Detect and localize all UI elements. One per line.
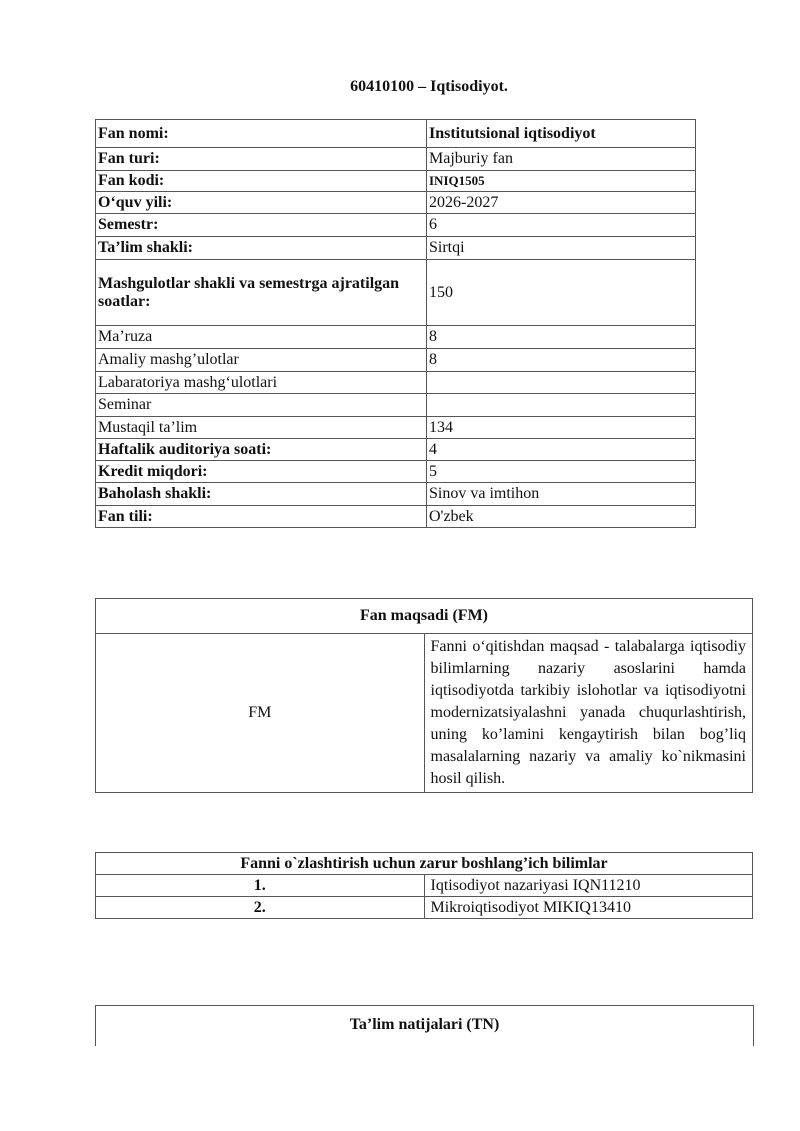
table-row	[96, 372, 696, 394]
table-row	[96, 326, 696, 349]
value-fan-nomi: Institutsional iqtisodiyot	[427, 120, 696, 148]
prerequisite-name: Iqtisodiyot nazariyasi IQN11210	[424, 875, 753, 897]
goal-heading: Fan maqsadi (FM)	[96, 599, 753, 634]
goal-text: Fanni o‘qitishdan maqsad - talabalarga iqtisodiy bilimlarning nazariy asoslarini hamda iqtisodiyotda tarkibiy islohotlar va iqtisodiyotni modernizatsiyalashni yanada chuqurlashtirish, uning ko’lamini kengaytirish bilan bog’liq masalalarning nazariy va amaliy ko`nikmasini hosil qilish.	[424, 634, 753, 793]
course-info-table	[95, 119, 696, 528]
label-maruza: Ma’ruza	[96, 326, 427, 349]
table-row	[96, 506, 696, 528]
table-row	[96, 634, 753, 793]
value-fan-turi: Majburiy fan	[427, 148, 696, 171]
table-row	[96, 439, 696, 461]
label-fan-kodi: Fan kodi:	[96, 171, 427, 192]
value-labaratoriya	[427, 372, 696, 394]
table-row	[96, 461, 696, 483]
table-row	[96, 853, 753, 875]
learning-results-heading: Ta’lim natijalari (TN)	[349, 1016, 500, 1033]
label-oquv-yili: O‘quv yili:	[96, 192, 427, 214]
label-seminar: Seminar	[96, 394, 427, 417]
table-row	[96, 171, 696, 192]
label-baholash: Baholash shakli:	[96, 483, 427, 506]
table-row	[96, 483, 696, 506]
value-baholash: Sinov va imtihon	[427, 483, 696, 506]
value-fan-tili: O'zbek	[427, 506, 696, 528]
learning-results-section	[95, 1005, 754, 1046]
prerequisites-heading: Fanni o`zlashtirish uchun zarur boshlang’ich bilimlar	[96, 853, 753, 875]
goal-code: FM	[96, 634, 425, 793]
table-row	[96, 897, 753, 919]
table-row	[96, 120, 696, 148]
table-row	[96, 875, 753, 897]
document-title: 60410100 – Iqtisodiyot.	[350, 78, 508, 95]
label-semestr: Semestr:	[96, 214, 427, 237]
label-amaliy: Amaliy mashg’ulotlar	[96, 349, 427, 372]
value-mustaqil-talim: 134	[427, 417, 696, 439]
label-mashgulotlar-soatlar: Mashgulotlar shakli va semestrga ajratilgan soatlar:	[96, 260, 427, 326]
label-kredit: Kredit miqdori:	[96, 461, 427, 483]
value-kredit: 5	[427, 461, 696, 483]
course-goal-table	[95, 598, 753, 793]
table-row	[96, 192, 696, 214]
table-row	[96, 148, 696, 171]
prerequisites-table	[95, 852, 753, 919]
value-oquv-yili: 2026-2027	[427, 192, 696, 214]
table-row	[96, 214, 696, 237]
value-semestr: 6	[427, 214, 696, 237]
value-talim-shakli: Sirtqi	[427, 237, 696, 260]
prerequisite-name: Mikroiqtisodiyot MIKIQ13410	[424, 897, 753, 919]
label-labaratoriya: Labaratoriya mashg‘ulotlari	[96, 372, 427, 394]
label-fan-tili: Fan tili:	[96, 506, 427, 528]
label-haftalik-soat: Haftalik auditoriya soati:	[96, 439, 427, 461]
value-maruza: 8	[427, 326, 696, 349]
label-mustaqil-talim: Mustaqil ta’lim	[96, 417, 427, 439]
value-mashgulotlar-soatlar: 150	[427, 260, 696, 326]
table-row	[96, 394, 696, 417]
label-fan-turi: Fan turi:	[96, 148, 427, 171]
value-haftalik-soat: 4	[427, 439, 696, 461]
label-fan-nomi: Fan nomi:	[96, 120, 427, 148]
table-row	[96, 599, 753, 634]
label-talim-shakli: Ta’lim shakli:	[96, 237, 427, 260]
value-amaliy: 8	[427, 349, 696, 372]
table-row	[96, 417, 696, 439]
prerequisite-number: 1.	[96, 875, 425, 897]
table-row	[96, 349, 696, 372]
table-row	[96, 237, 696, 260]
value-fan-kodi: INIQ1505	[427, 171, 696, 192]
value-seminar	[427, 394, 696, 417]
table-row	[96, 260, 696, 326]
prerequisite-number: 2.	[96, 897, 425, 919]
